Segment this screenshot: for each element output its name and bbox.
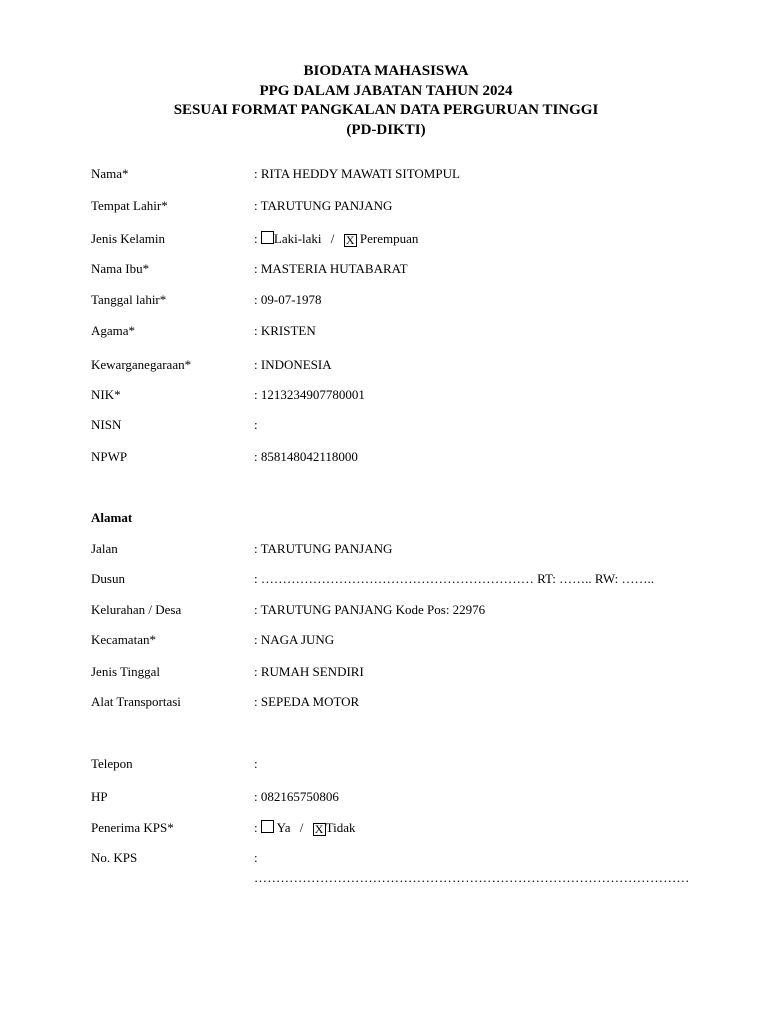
- checkbox-mark: X: [314, 822, 324, 836]
- field-label: NISN: [91, 417, 122, 432]
- colon: :: [254, 820, 258, 835]
- gender-options: [254, 230, 418, 248]
- field-label: Telepon: [91, 756, 133, 771]
- field-label: Jalan: [91, 541, 118, 556]
- field-value: : TARUTUNG PANJANG: [254, 541, 393, 556]
- field-value: : SEPEDA MOTOR: [254, 694, 360, 709]
- kps-options: [254, 819, 356, 837]
- option-separator: /: [330, 231, 335, 246]
- field-label: Nama*: [91, 166, 129, 181]
- field-label: Nama Ibu*: [91, 261, 150, 276]
- field-label: Agama*: [91, 323, 136, 338]
- checkbox-tidak[interactable]: [313, 823, 326, 836]
- field-label: Alat Transportasi: [91, 694, 181, 709]
- header-format: SESUAI FORMAT PANGKALAN DATA PERGURUAN TINGGI: [173, 102, 599, 118]
- field-value: :: [254, 850, 258, 865]
- field-label: Dusun: [91, 571, 125, 586]
- field-label: NPWP: [91, 449, 128, 464]
- header-pddikti: (PD-DIKTI): [346, 121, 426, 138]
- option-perempuan: Perempuan: [359, 231, 419, 246]
- field-value: : NAGA JUNG: [254, 632, 335, 647]
- field-label: HP: [91, 789, 108, 804]
- header-title: BIODATA MAHASISWA: [303, 63, 469, 79]
- field-label: NIK*: [91, 387, 121, 402]
- header-subtitle: PPG DALAM JABATAN TAHUN 2024: [259, 82, 513, 99]
- option-ya: Ya: [276, 820, 291, 835]
- field-value: : TARUTUNG PANJANG Kode Pos: 22976: [254, 602, 486, 617]
- field-value: :: [254, 756, 258, 771]
- field-label: Tempat Lahir*: [91, 198, 168, 213]
- field-label: Kewarganegaraan*: [91, 357, 192, 372]
- field-value: : RUMAH SENDIRI: [254, 664, 364, 679]
- checkbox-mark: X: [345, 233, 355, 247]
- field-value: : INDONESIA: [254, 357, 332, 372]
- checkbox-perempuan[interactable]: [344, 234, 357, 247]
- option-tidak: Tidak: [325, 820, 356, 835]
- field-value: : 082165750806: [254, 789, 339, 804]
- option-separator: /: [299, 820, 304, 835]
- field-value: : 858148042118000: [254, 449, 358, 464]
- field-label: Jenis Kelamin: [91, 231, 166, 246]
- field-label: Kecamatan*: [91, 632, 156, 647]
- option-laki-laki: Laki-laki: [273, 231, 322, 246]
- field-label: Tanggal lahir*: [91, 292, 167, 307]
- field-value: : MASTERIA HUTABARAT: [254, 261, 408, 276]
- checkbox-laki-laki[interactable]: [261, 231, 274, 244]
- field-label: No. KPS: [91, 850, 138, 865]
- section-title-alamat: Alamat: [91, 510, 133, 525]
- field-value: : RITA HEDDY MAWATI SITOMPUL: [254, 166, 460, 181]
- checkbox-ya[interactable]: [261, 820, 274, 833]
- no-kps-dotted-line: ………………………………………………………………………………………: [254, 870, 690, 885]
- colon: :: [254, 231, 258, 246]
- document-header: [0, 62, 768, 140]
- field-label: Jenis Tinggal: [91, 664, 160, 679]
- field-value: : TARUTUNG PANJANG: [254, 198, 393, 213]
- field-label: Kelurahan / Desa: [91, 602, 182, 617]
- field-value: :: [254, 417, 258, 432]
- field-value: : 09-07-1978: [254, 292, 322, 307]
- field-label: Penerima KPS*: [91, 820, 174, 835]
- field-value: : ……………………………………………………… RT: …….. RW: ……..: [254, 571, 655, 586]
- field-value: : KRISTEN: [254, 323, 316, 338]
- field-value: : 1213234907780001: [254, 387, 365, 402]
